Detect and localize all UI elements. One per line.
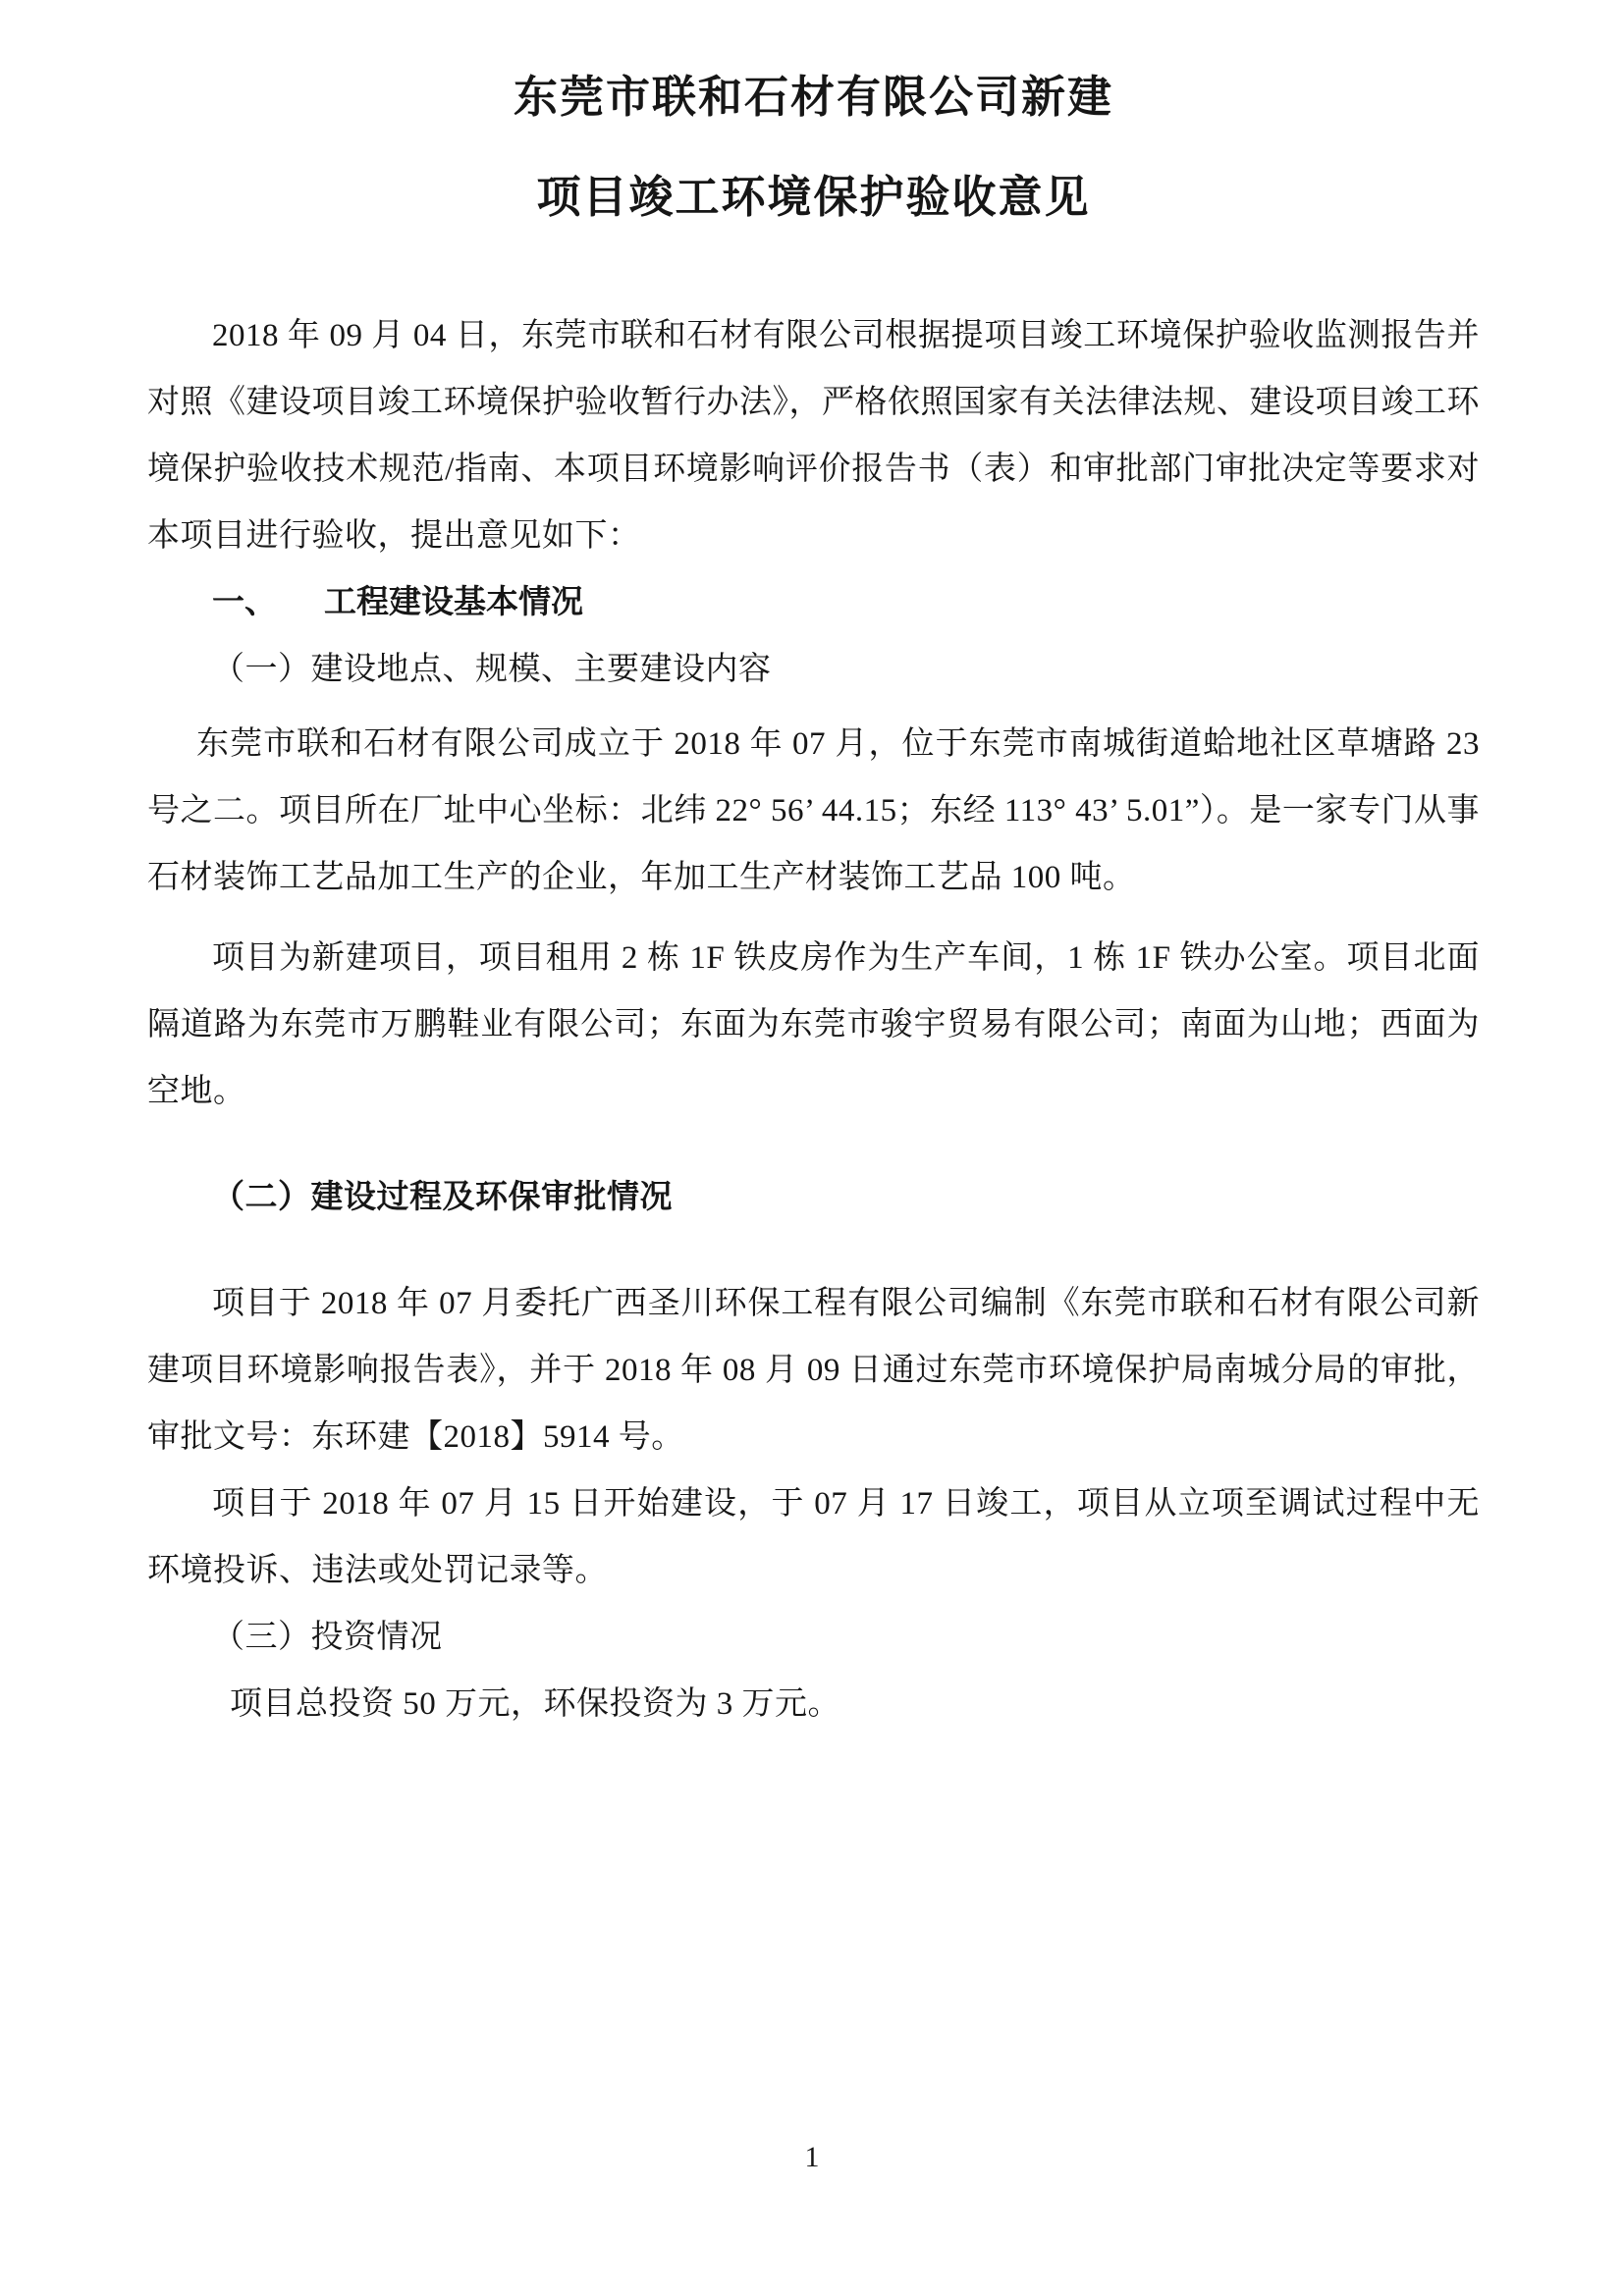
location-paragraph: 东莞市联和石材有限公司成立于 2018 年 07 月，位于东莞市南城街道蛤地社区草塘路 23 号之二。项目所在厂址中心坐标：北纬 22° 56’ 44.15；东经 113° 43’ 5.01”）。是一家专门从事石材装饰工艺品加工生产的企业，年加工生产材装饰工艺品 100 吨。 — [147, 726, 1480, 895]
subsection-1-heading: （一）建设地点、规模、主要建设内容 — [212, 652, 772, 687]
investment-paragraph: 项目总投资 50 万元，环保投资为 3 万元。 — [230, 1686, 840, 1722]
page-number: 1 — [804, 2141, 820, 2173]
section-1-title: 工程建设基本情况 — [324, 585, 583, 620]
section-1-heading — [147, 569, 1480, 636]
title-line-1: 东莞市联和石材有限公司新建 — [513, 73, 1113, 122]
approval-paragraph: 项目于 2018 年 07 月委托广西圣川环保工程有限公司编制《东莞市联和石材有限公司新建项目环境影响报告表》，并于 2018 年 08 月 09 日通过东莞市环境保护局南城分局的审批，审批文号：东环建【2018】5914 号。 — [147, 1286, 1480, 1455]
section-1-number: 一、 — [212, 585, 277, 620]
construction-paragraph: 项目于 2018 年 07 月 15 日开始建设，于 07 月 17 日竣工，项目从立项至调试过程中无环境投诉、违法或处罚记录等。 — [147, 1486, 1480, 1588]
intro-paragraph: 2018 年 09 月 04 日，东莞市联和石材有限公司根据提项目竣工环境保护验收监测报告并对照《建设项目竣工环境保护验收暂行办法》，严格依照国家有关法律法规、建设项目竣工环境保护验收技术规范/指南、本项目环境影响评价报告书（表）和审批部门审批决定等要求对本项目进行验收，提出意见如下： — [147, 318, 1480, 554]
project-paragraph: 项目为新建项目，项目租用 2 栋 1F 铁皮房作为生产车间，1 栋 1F 铁办公室。项目北面隔道路为东莞市万鹏鞋业有限公司；东面为东莞市骏宇贸易有限公司；南面为山地；西面为空地。 — [147, 940, 1480, 1109]
subsection-3-heading: （三）投资情况 — [212, 1620, 443, 1655]
document-title — [147, 47, 1480, 247]
subsection-2-heading: （二）建设过程及环保审批情况 — [212, 1180, 673, 1215]
title-line-2: 项目竣工环境保护验收意见 — [536, 173, 1091, 222]
